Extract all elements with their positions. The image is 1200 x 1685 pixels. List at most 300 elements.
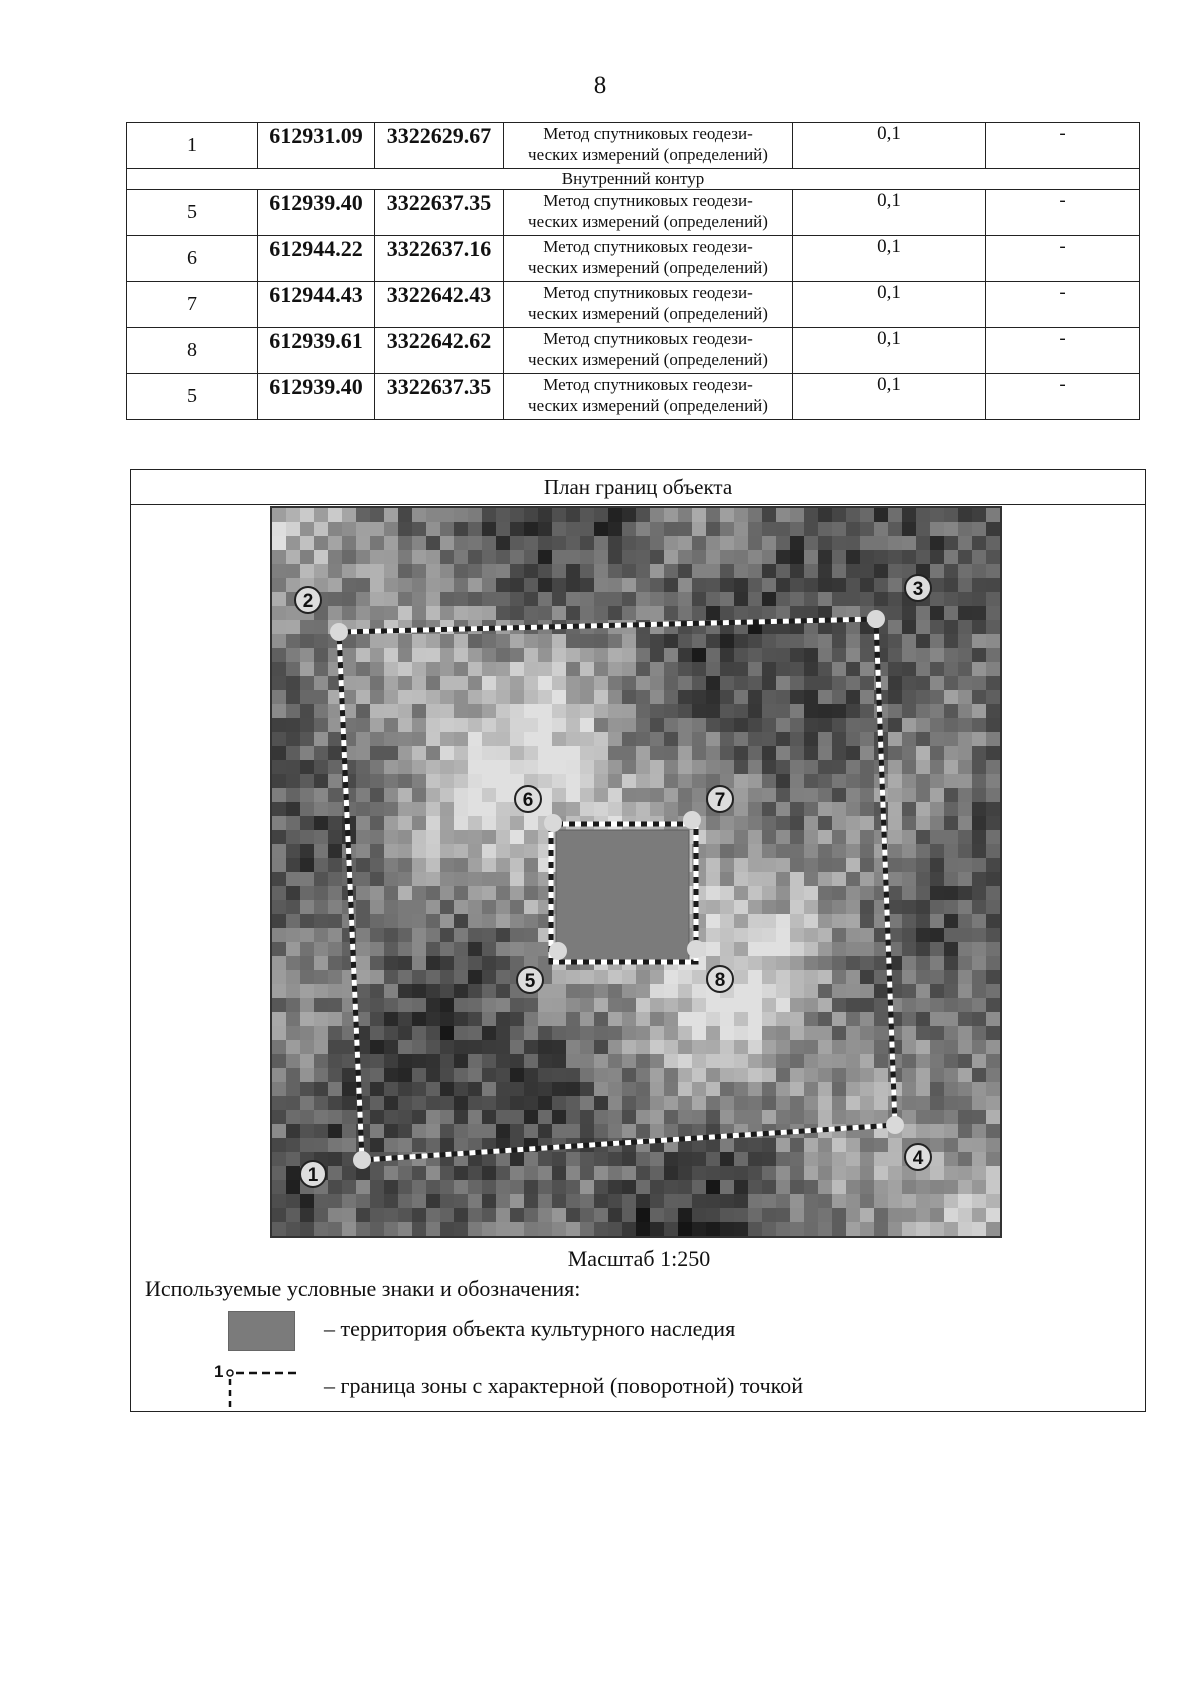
image-pixel <box>790 746 804 760</box>
image-pixel <box>650 732 664 746</box>
image-pixel <box>370 1138 384 1152</box>
image-pixel <box>804 858 818 872</box>
image-pixel <box>734 774 748 788</box>
image-pixel <box>328 732 342 746</box>
point-number: 5 <box>127 190 258 236</box>
image-pixel <box>552 746 566 760</box>
image-pixel <box>454 788 468 802</box>
image-pixel <box>384 816 398 830</box>
image-pixel <box>440 1026 454 1040</box>
image-pixel <box>692 550 706 564</box>
image-pixel <box>524 1194 538 1208</box>
image-pixel <box>538 718 552 732</box>
image-pixel <box>468 648 482 662</box>
image-pixel <box>930 830 944 844</box>
image-pixel <box>328 1124 342 1138</box>
image-pixel <box>818 662 832 676</box>
image-pixel <box>398 1026 412 1040</box>
image-pixel <box>524 1082 538 1096</box>
image-pixel <box>678 662 692 676</box>
image-pixel <box>958 1180 972 1194</box>
image-pixel <box>622 1194 636 1208</box>
image-pixel <box>482 1040 496 1054</box>
image-pixel <box>594 788 608 802</box>
image-pixel <box>510 634 524 648</box>
image-pixel <box>566 1222 580 1236</box>
image-pixel <box>790 942 804 956</box>
image-pixel <box>524 1054 538 1068</box>
image-pixel <box>594 1068 608 1082</box>
image-pixel <box>538 1222 552 1236</box>
image-pixel <box>720 760 734 774</box>
image-pixel <box>706 1222 720 1236</box>
image-pixel <box>804 536 818 550</box>
method-line1: Метод спутниковых геодези- <box>543 375 753 394</box>
image-pixel <box>748 970 762 984</box>
image-pixel <box>440 774 454 788</box>
image-pixel <box>272 956 286 970</box>
image-pixel <box>832 1026 846 1040</box>
image-pixel <box>986 970 1000 984</box>
image-pixel <box>580 704 594 718</box>
image-pixel <box>944 984 958 998</box>
image-pixel <box>580 774 594 788</box>
image-pixel <box>832 746 846 760</box>
image-pixel <box>986 550 1000 564</box>
image-pixel <box>636 578 650 592</box>
image-pixel <box>986 1110 1000 1124</box>
image-pixel <box>650 788 664 802</box>
image-pixel <box>552 1180 566 1194</box>
image-pixel <box>678 1096 692 1110</box>
image-pixel <box>734 578 748 592</box>
image-pixel <box>510 1152 524 1166</box>
image-pixel <box>314 1054 328 1068</box>
image-pixel <box>468 1180 482 1194</box>
image-pixel <box>860 1222 874 1236</box>
image-pixel <box>286 564 300 578</box>
image-pixel <box>580 1208 594 1222</box>
image-pixel <box>748 1096 762 1110</box>
image-pixel <box>944 662 958 676</box>
image-pixel <box>580 690 594 704</box>
image-pixel <box>902 508 916 522</box>
image-pixel <box>804 606 818 620</box>
image-pixel <box>958 564 972 578</box>
image-pixel <box>734 858 748 872</box>
image-pixel <box>874 564 888 578</box>
image-pixel <box>664 1082 678 1096</box>
image-pixel <box>440 1124 454 1138</box>
image-pixel <box>664 774 678 788</box>
image-pixel <box>482 760 496 774</box>
point-number: 1 <box>127 123 258 169</box>
image-pixel <box>958 648 972 662</box>
image-pixel <box>426 1040 440 1054</box>
image-pixel <box>776 942 790 956</box>
image-pixel <box>930 942 944 956</box>
image-pixel <box>860 1166 874 1180</box>
image-pixel <box>538 662 552 676</box>
image-pixel <box>832 1152 846 1166</box>
image-pixel <box>818 1194 832 1208</box>
image-pixel <box>566 1180 580 1194</box>
image-pixel <box>608 1082 622 1096</box>
image-pixel <box>818 1180 832 1194</box>
image-pixel <box>706 536 720 550</box>
image-pixel <box>902 984 916 998</box>
image-pixel <box>426 886 440 900</box>
image-pixel <box>650 998 664 1012</box>
image-pixel <box>944 690 958 704</box>
image-pixel <box>818 900 832 914</box>
image-pixel <box>356 690 370 704</box>
image-pixel <box>734 1222 748 1236</box>
image-pixel <box>622 732 636 746</box>
image-pixel <box>272 592 286 606</box>
image-pixel <box>608 578 622 592</box>
image-pixel <box>874 1082 888 1096</box>
image-pixel <box>958 830 972 844</box>
image-pixel <box>972 984 986 998</box>
method <box>504 374 793 420</box>
image-pixel <box>384 536 398 550</box>
image-pixel <box>482 788 496 802</box>
image-pixel <box>762 802 776 816</box>
image-pixel <box>930 900 944 914</box>
image-pixel <box>412 1054 426 1068</box>
image-pixel <box>664 536 678 550</box>
image-pixel <box>678 606 692 620</box>
image-pixel <box>524 844 538 858</box>
image-pixel <box>944 732 958 746</box>
image-pixel <box>832 732 846 746</box>
image-pixel <box>860 1012 874 1026</box>
image-pixel <box>622 1166 636 1180</box>
image-pixel <box>790 718 804 732</box>
point-7-label: 7 <box>714 790 726 811</box>
image-pixel <box>496 802 510 816</box>
image-pixel <box>314 1012 328 1026</box>
image-pixel <box>986 634 1000 648</box>
image-pixel <box>944 942 958 956</box>
image-pixel <box>370 1026 384 1040</box>
image-pixel <box>972 998 986 1012</box>
image-pixel <box>482 1068 496 1082</box>
image-pixel <box>930 690 944 704</box>
image-pixel <box>762 886 776 900</box>
image-pixel <box>286 970 300 984</box>
image-pixel <box>748 1180 762 1194</box>
image-pixel <box>510 1124 524 1138</box>
image-pixel <box>636 704 650 718</box>
image-pixel <box>874 1096 888 1110</box>
image-pixel <box>496 1180 510 1194</box>
table-row <box>127 190 1140 236</box>
coord-y: 3322637.35 <box>375 190 504 236</box>
image-pixel <box>454 1166 468 1180</box>
boundary-map <box>270 506 1002 1238</box>
image-pixel <box>804 1054 818 1068</box>
image-pixel <box>454 1208 468 1222</box>
image-pixel <box>902 1208 916 1222</box>
image-pixel <box>412 998 426 1012</box>
image-pixel <box>412 578 426 592</box>
image-pixel <box>356 746 370 760</box>
point-number: 5 <box>127 374 258 420</box>
image-pixel <box>580 1096 594 1110</box>
image-pixel <box>916 816 930 830</box>
image-pixel <box>272 1068 286 1082</box>
image-pixel <box>832 564 846 578</box>
image-pixel <box>426 536 440 550</box>
image-pixel <box>314 1068 328 1082</box>
image-pixel <box>986 592 1000 606</box>
image-pixel <box>356 872 370 886</box>
image-pixel <box>804 788 818 802</box>
image-pixel <box>482 872 496 886</box>
image-pixel <box>930 1110 944 1124</box>
image-pixel <box>888 900 902 914</box>
image-pixel <box>482 984 496 998</box>
image-pixel <box>986 1068 1000 1082</box>
image-pixel <box>958 746 972 760</box>
image-pixel <box>426 606 440 620</box>
image-pixel <box>510 872 524 886</box>
image-pixel <box>314 536 328 550</box>
image-pixel <box>902 956 916 970</box>
image-pixel <box>916 886 930 900</box>
image-pixel <box>412 788 426 802</box>
image-pixel <box>678 970 692 984</box>
image-pixel <box>454 830 468 844</box>
image-pixel <box>482 816 496 830</box>
image-pixel <box>720 606 734 620</box>
image-pixel <box>804 1026 818 1040</box>
image-pixel <box>384 564 398 578</box>
image-pixel <box>384 830 398 844</box>
image-pixel <box>706 1054 720 1068</box>
image-pixel <box>622 1124 636 1138</box>
image-pixel <box>692 998 706 1012</box>
image-pixel <box>440 886 454 900</box>
image-pixel <box>720 690 734 704</box>
image-pixel <box>916 984 930 998</box>
image-pixel <box>412 816 426 830</box>
image-pixel <box>734 1012 748 1026</box>
image-pixel <box>314 690 328 704</box>
image-pixel <box>286 676 300 690</box>
image-pixel <box>762 956 776 970</box>
image-pixel <box>426 522 440 536</box>
image-pixel <box>328 1012 342 1026</box>
image-pixel <box>762 816 776 830</box>
image-pixel <box>804 942 818 956</box>
image-pixel <box>552 1166 566 1180</box>
image-pixel <box>888 830 902 844</box>
image-pixel <box>664 634 678 648</box>
image-pixel <box>272 1054 286 1068</box>
image-pixel <box>482 578 496 592</box>
image-pixel <box>860 1208 874 1222</box>
image-pixel <box>496 928 510 942</box>
image-pixel <box>692 1208 706 1222</box>
image-pixel <box>300 816 314 830</box>
image-pixel <box>790 1180 804 1194</box>
image-pixel <box>440 662 454 676</box>
image-pixel <box>314 914 328 928</box>
image-pixel <box>874 592 888 606</box>
image-pixel <box>804 1012 818 1026</box>
image-pixel <box>412 872 426 886</box>
image-pixel <box>692 1054 706 1068</box>
image-pixel <box>930 718 944 732</box>
image-pixel <box>524 1110 538 1124</box>
image-pixel <box>888 648 902 662</box>
image-pixel <box>916 788 930 802</box>
image-pixel <box>650 1194 664 1208</box>
image-pixel <box>888 718 902 732</box>
image-pixel <box>902 690 916 704</box>
image-pixel <box>314 802 328 816</box>
coord-x: 612944.22 <box>258 236 375 282</box>
image-pixel <box>636 732 650 746</box>
image-pixel <box>734 704 748 718</box>
image-pixel <box>636 592 650 606</box>
image-pixel <box>720 746 734 760</box>
image-pixel <box>776 970 790 984</box>
image-pixel <box>846 648 860 662</box>
image-pixel <box>902 1096 916 1110</box>
image-pixel <box>986 844 1000 858</box>
image-pixel <box>496 872 510 886</box>
image-pixel <box>818 746 832 760</box>
image-pixel <box>790 928 804 942</box>
image-pixel <box>622 788 636 802</box>
image-pixel <box>944 886 958 900</box>
image-pixel <box>272 1138 286 1152</box>
image-pixel <box>454 872 468 886</box>
image-pixel <box>398 718 412 732</box>
image-pixel <box>482 746 496 760</box>
image-pixel <box>286 1054 300 1068</box>
image-pixel <box>510 746 524 760</box>
image-pixel <box>846 844 860 858</box>
image-pixel <box>398 550 412 564</box>
image-pixel <box>328 844 342 858</box>
image-pixel <box>748 1012 762 1026</box>
image-pixel <box>790 760 804 774</box>
image-pixel <box>776 858 790 872</box>
image-pixel <box>664 746 678 760</box>
image-pixel <box>832 1082 846 1096</box>
image-pixel <box>454 1194 468 1208</box>
image-pixel <box>314 704 328 718</box>
image-pixel <box>706 732 720 746</box>
image-pixel <box>524 522 538 536</box>
image-pixel <box>468 578 482 592</box>
image-pixel <box>524 508 538 522</box>
image-pixel <box>594 718 608 732</box>
image-pixel <box>776 522 790 536</box>
image-pixel <box>608 760 622 774</box>
image-pixel <box>832 998 846 1012</box>
image-pixel <box>972 676 986 690</box>
image-pixel <box>314 760 328 774</box>
image-pixel <box>664 1068 678 1082</box>
image-pixel <box>762 844 776 858</box>
image-pixel <box>314 676 328 690</box>
image-pixel <box>412 900 426 914</box>
image-pixel <box>468 732 482 746</box>
image-pixel <box>790 970 804 984</box>
image-pixel <box>426 564 440 578</box>
image-pixel <box>510 578 524 592</box>
image-pixel <box>370 662 384 676</box>
image-pixel <box>454 508 468 522</box>
image-pixel <box>636 970 650 984</box>
image-pixel <box>972 508 986 522</box>
image-pixel <box>496 662 510 676</box>
image-pixel <box>692 592 706 606</box>
image-pixel <box>566 522 580 536</box>
image-pixel <box>538 760 552 774</box>
image-pixel <box>524 928 538 942</box>
image-pixel <box>916 830 930 844</box>
image-pixel <box>706 1040 720 1054</box>
image-pixel <box>818 830 832 844</box>
image-pixel <box>790 564 804 578</box>
image-pixel <box>944 704 958 718</box>
image-pixel <box>986 578 1000 592</box>
image-pixel <box>790 1054 804 1068</box>
image-pixel <box>524 816 538 830</box>
image-pixel <box>818 690 832 704</box>
image-pixel <box>944 858 958 872</box>
image-pixel <box>972 718 986 732</box>
image-pixel <box>370 788 384 802</box>
image-pixel <box>510 956 524 970</box>
image-pixel <box>860 830 874 844</box>
image-pixel <box>832 1180 846 1194</box>
image-pixel <box>776 508 790 522</box>
image-pixel <box>440 1110 454 1124</box>
image-pixel <box>580 662 594 676</box>
method-line2: ческих измерений (определений) <box>528 258 768 277</box>
image-pixel <box>636 634 650 648</box>
image-pixel <box>356 844 370 858</box>
image-pixel <box>748 984 762 998</box>
image-pixel <box>636 998 650 1012</box>
image-pixel <box>580 970 594 984</box>
image-pixel <box>818 564 832 578</box>
image-pixel <box>398 578 412 592</box>
image-pixel <box>762 648 776 662</box>
image-pixel <box>734 634 748 648</box>
image-pixel <box>608 718 622 732</box>
image-pixel <box>790 1096 804 1110</box>
image-pixel <box>482 508 496 522</box>
image-pixel <box>398 970 412 984</box>
image-pixel <box>552 1222 566 1236</box>
image-pixel <box>272 1166 286 1180</box>
image-pixel <box>286 1082 300 1096</box>
image-pixel <box>860 900 874 914</box>
image-pixel <box>468 956 482 970</box>
image-pixel <box>608 1054 622 1068</box>
image-pixel <box>916 914 930 928</box>
legend-boundary-text: – граница зоны с характерной (поворотной) точкой <box>324 1373 804 1398</box>
